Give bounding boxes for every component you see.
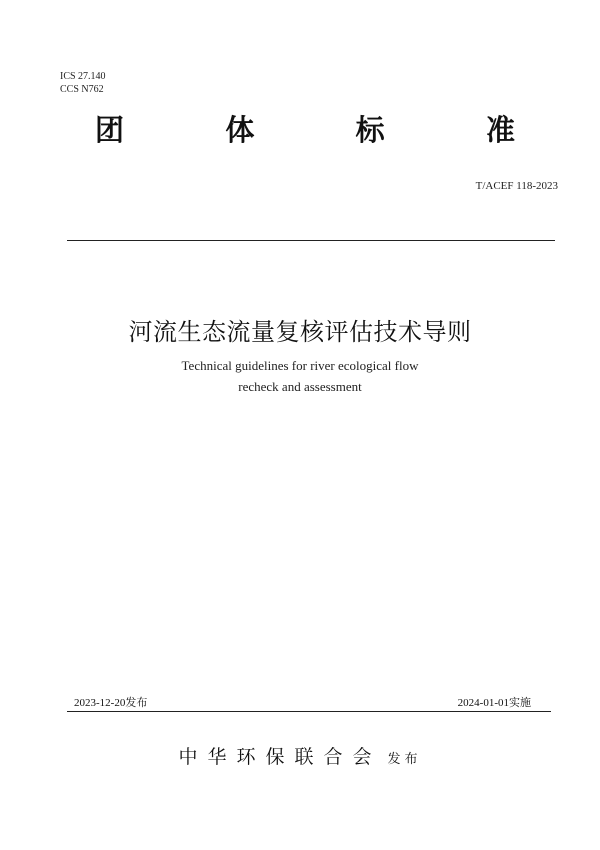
chinese-title: 河流生态流量复核评估技术导则 xyxy=(128,318,472,346)
heading-char-1: 团 xyxy=(95,113,125,147)
ccs-code: CCS N762 xyxy=(60,84,104,95)
publisher-line xyxy=(0,742,600,769)
document-type-heading xyxy=(95,112,515,148)
issue-date: 2023-12-20发布 xyxy=(74,697,148,709)
ics-code: ICS 27.140 xyxy=(60,71,106,82)
english-title-line-1: Technical guidelines for river ecological flow xyxy=(181,358,419,373)
publisher-name: 中华环保联合会 xyxy=(178,746,382,768)
publisher-action: 发布 xyxy=(387,752,422,767)
heading-char-2: 体 xyxy=(225,113,255,147)
classification-codes xyxy=(60,70,106,96)
bottom-divider xyxy=(67,711,551,712)
heading-char-3: 标 xyxy=(355,113,385,147)
english-title xyxy=(0,355,600,397)
standard-number: T/ACEF 118-2023 xyxy=(475,180,558,192)
english-title-line-2: recheck and assessment xyxy=(238,379,362,394)
implementation-date: 2024-01-01实施 xyxy=(457,697,531,709)
heading-char-4: 准 xyxy=(485,113,515,147)
top-divider xyxy=(67,240,555,241)
